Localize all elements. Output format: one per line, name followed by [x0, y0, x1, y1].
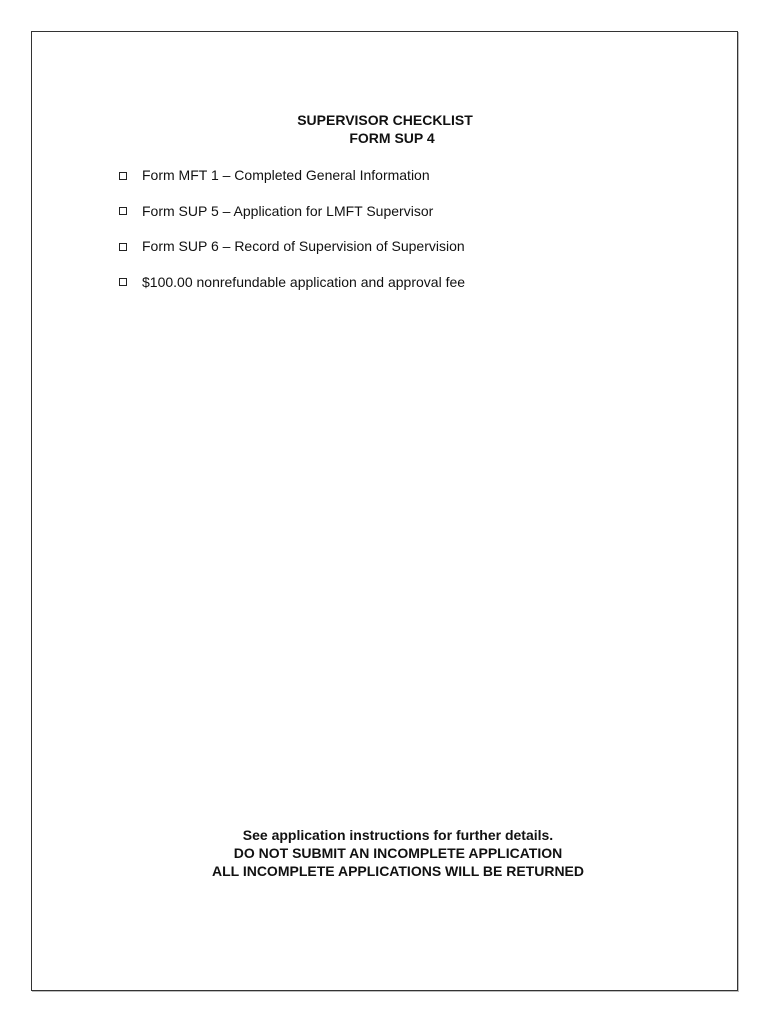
checklist-item-label: $100.00 nonrefundable application and approval fee: [142, 273, 466, 290]
checklist-item: [118, 237, 465, 255]
checkbox[interactable]: [119, 207, 127, 215]
warning-line: DO NOT SUBMIT AN INCOMPLETE APPLICATION: [233, 845, 563, 861]
checklist-item: [118, 166, 465, 184]
checkbox[interactable]: [119, 243, 127, 251]
document-header: [0, 111, 770, 147]
checkbox[interactable]: [119, 278, 127, 286]
instructions-note: See application instructions for further details.: [242, 827, 554, 843]
checklist: [118, 166, 465, 308]
checkbox[interactable]: [119, 172, 127, 180]
checklist-item: [118, 273, 465, 291]
form-number: FORM SUP 4: [349, 130, 435, 146]
checklist-item: [118, 202, 465, 220]
checklist-item-label: Form SUP 5 – Application for LMFT Supervisor: [142, 202, 434, 219]
checklist-item-label: Form SUP 6 – Record of Supervision of Supervision: [142, 238, 465, 254]
document-title: SUPERVISOR CHECKLIST: [297, 112, 473, 128]
footer-notice: [0, 826, 770, 880]
checklist-item-label: Form MFT 1 – Completed General Information: [142, 167, 430, 183]
return-notice: ALL INCOMPLETE APPLICATIONS WILL BE RETURNED: [211, 863, 585, 879]
